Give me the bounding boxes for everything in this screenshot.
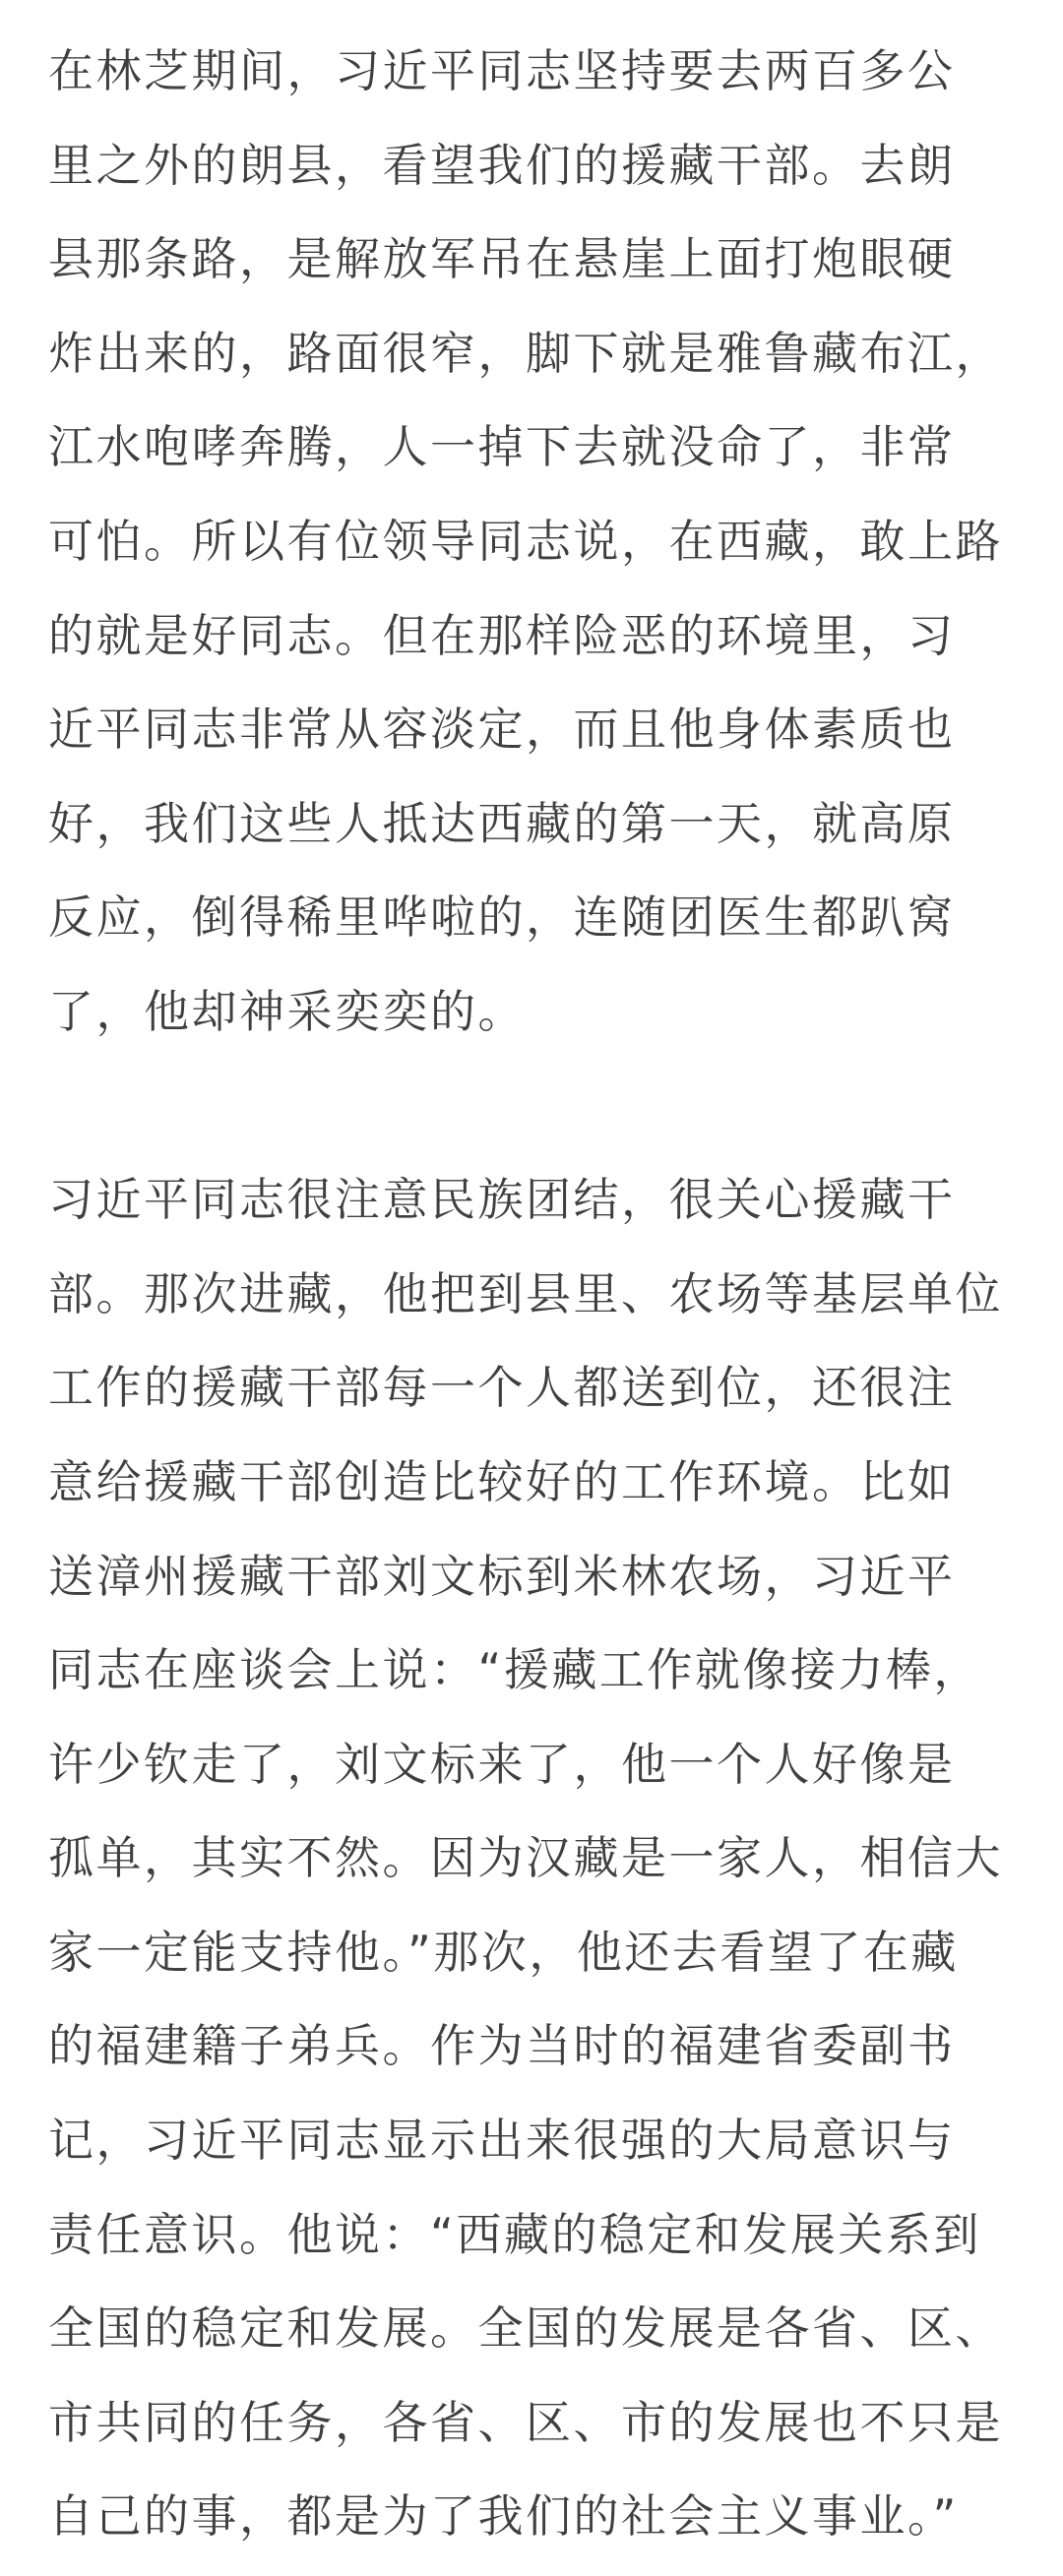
paragraph-line: 部。那次进藏，他把到县里、农场等基层单位	[48, 1266, 1003, 1320]
paragraph-line: 全国的稳定和发展。全国的发展是各省、区、	[48, 2301, 1003, 2356]
paragraph-line: 里之外的朗县，看望我们的援藏干部。去朗	[48, 138, 956, 192]
paragraph-line: 近平同志非常从容淡定，而且他身体素质也	[48, 703, 956, 757]
paragraph-line: 孤单，其实不然。因为汉藏是一家人，相信大	[48, 1831, 1003, 1885]
paragraph-line: 炸出来的，路面很窄，脚下就是雅鲁藏布江，	[48, 326, 1003, 380]
paragraph-line: 家一定能支持他。”那次，他还去看望了在藏	[48, 1925, 959, 1979]
paragraph-line: 在林芝期间，习近平同志坚持要去两百多公	[48, 44, 956, 97]
paragraph-line: 习近平同志很注意民族团结，很关心援藏干	[48, 1173, 956, 1227]
paragraph-2	[48, 1153, 1023, 2564]
paragraph-1	[48, 25, 1023, 1060]
paragraph-line: 同志在座谈会上说：“援藏工作就像接力棒，	[48, 1643, 981, 1697]
paragraph-spacer	[48, 1060, 1023, 1154]
paragraph-line: 的就是好同志。但在那样险恶的环境里，习	[48, 608, 956, 662]
paragraph-line: 工作的援藏干部每一个人都送到位，还很注	[48, 1361, 956, 1415]
paragraph-line: 许少钦走了，刘文标来了，他一个人好像是	[48, 1737, 956, 1791]
paragraph-line: 县那条路，是解放军吊在悬崖上面打炮眼硬	[48, 232, 956, 286]
paragraph-line: 反应，倒得稀里哗啦的，连随团医生都趴窝	[48, 890, 956, 945]
paragraph-line: 记，习近平同志显示出来很强的大局意识与	[48, 2114, 956, 2168]
paragraph-line: 自己的事，都是为了我们的社会主义事业。”	[48, 2489, 959, 2544]
paragraph-line: 意给援藏干部创造比较好的工作环境。比如	[48, 1454, 956, 1508]
paragraph-line: 好，我们这些人抵达西藏的第一天，就高原	[48, 796, 956, 850]
paragraph-line: 责任意识。他说：“西藏的稳定和发展关系到	[48, 2207, 981, 2261]
paragraph-line: 的福建籍子弟兵。作为当时的福建省委副书	[48, 2019, 956, 2073]
paragraph-line: 可怕。所以有位领导同志说，在西藏，敢上路	[48, 514, 1003, 568]
paragraph-line: 了，他却神采奕奕的。	[48, 984, 526, 1038]
paragraph-line: 江水咆哮奔腾，人一掉下去就没命了，非常	[48, 420, 956, 474]
paragraph-line: 市共同的任务，各省、区、市的发展也不只是	[48, 2395, 1003, 2449]
article-body	[48, 25, 1023, 2564]
paragraph-line: 送漳州援藏干部刘文标到米林农场，习近平	[48, 1549, 956, 1603]
